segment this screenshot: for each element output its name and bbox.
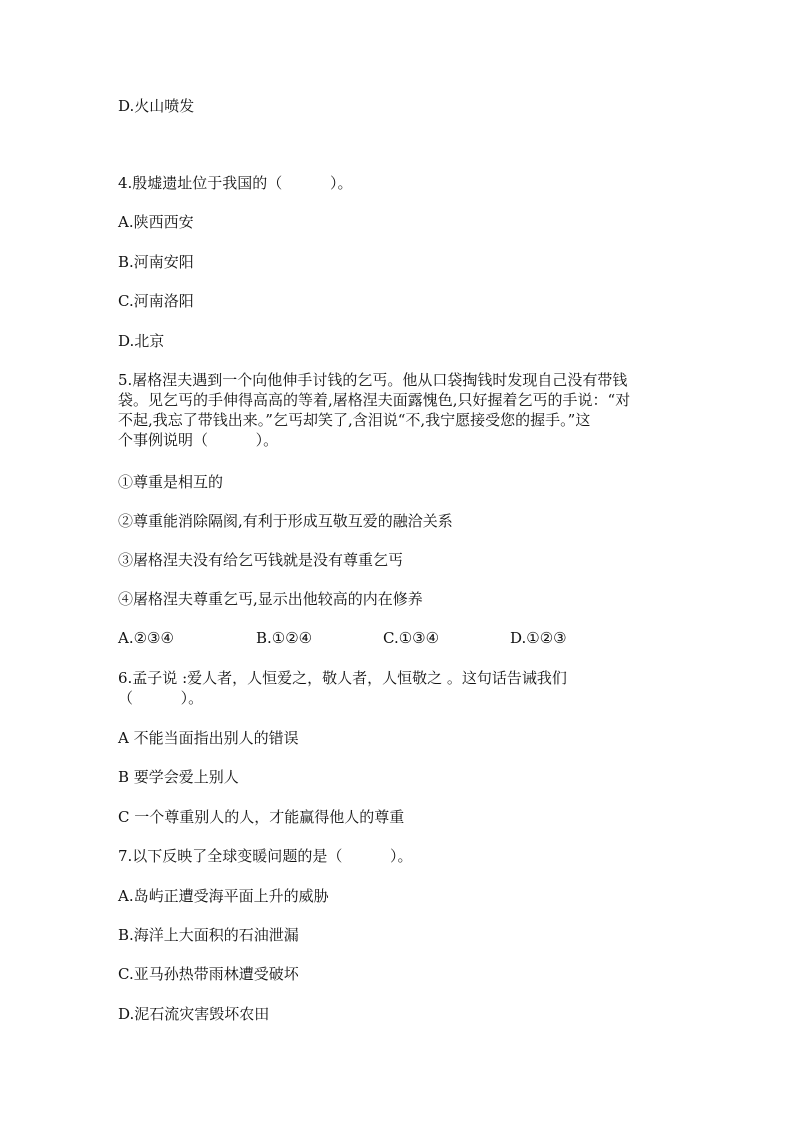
q4-option-c: C.河南洛阳 — [118, 292, 194, 310]
q5-question-line-3: 不起,我忘了带钱出来。”乞丐却笑了,含泪说“不,我宁愿接受您的握手。”这 — [118, 411, 591, 429]
q7-option-b: B.海洋上大面积的石油泄漏 — [118, 926, 299, 944]
q4-option-b: B.河南安阳 — [118, 253, 194, 271]
q3-option-d: D.火山喷发 — [118, 97, 195, 115]
q5-statement-2: ②尊重能消除隔阂,有利于形成互敬互爱的融洽关系 — [118, 512, 453, 530]
q5-statement-3: ③屠格涅夫没有给乞丐钱就是没有尊重乞丐 — [118, 551, 404, 569]
q7-question: 7.以下反映了全球变暖问题的是（ ）。 — [118, 847, 413, 865]
q6-option-a: A 不能当面指出别人的错误 — [118, 729, 299, 747]
q5-statement-1: ①尊重是相互的 — [118, 473, 224, 491]
q4-option-d: D.北京 — [118, 332, 165, 350]
q5-option-a: A.②③④ — [118, 629, 174, 647]
q6-option-b: B 要学会爱上别人 — [118, 768, 239, 786]
q5-options-row — [118, 628, 678, 648]
q6-question-line-1: 6.孟子说 :爱人者，人恒爱之，敬人者，人恒敬之 。这句话告诫我们 — [118, 669, 567, 687]
q5-question-line-4: 个事例说明（ ）。 — [118, 431, 279, 449]
q5-option-b: B.①②④ — [256, 629, 313, 647]
q5-option-d: D.①②③ — [510, 629, 567, 647]
q7-option-d: D.泥石流灾害毁坏农田 — [118, 1005, 270, 1023]
q5-option-c: C.①③④ — [383, 629, 440, 647]
q7-option-a: A.岛屿正遭受海平面上升的威胁 — [118, 887, 329, 905]
q7-option-c: C.亚马孙热带雨林遭受破坏 — [118, 965, 299, 983]
q6-option-c: C 一个尊重别人的人，才能赢得他人的尊重 — [118, 808, 405, 826]
q6-question-line-2: （ ）。 — [118, 689, 204, 707]
q5-question-line-1: 5.屠格涅夫遇到一个向他伸手讨钱的乞丐。他从口袋掏钱时发现自己没有带钱 — [118, 371, 628, 389]
q5-question-line-2: 袋。见乞丐的手伸得高高的等着,屠格涅夫面露愧色,只好握着乞丐的手说：“对 — [118, 391, 631, 409]
q5-statement-4: ④屠格涅夫尊重乞丐,显示出他较高的内在修养 — [118, 590, 423, 608]
q4-option-a: A.陕西西安 — [118, 213, 194, 231]
q4-question: 4.殷墟遗址位于我国的（ ）。 — [118, 174, 353, 192]
